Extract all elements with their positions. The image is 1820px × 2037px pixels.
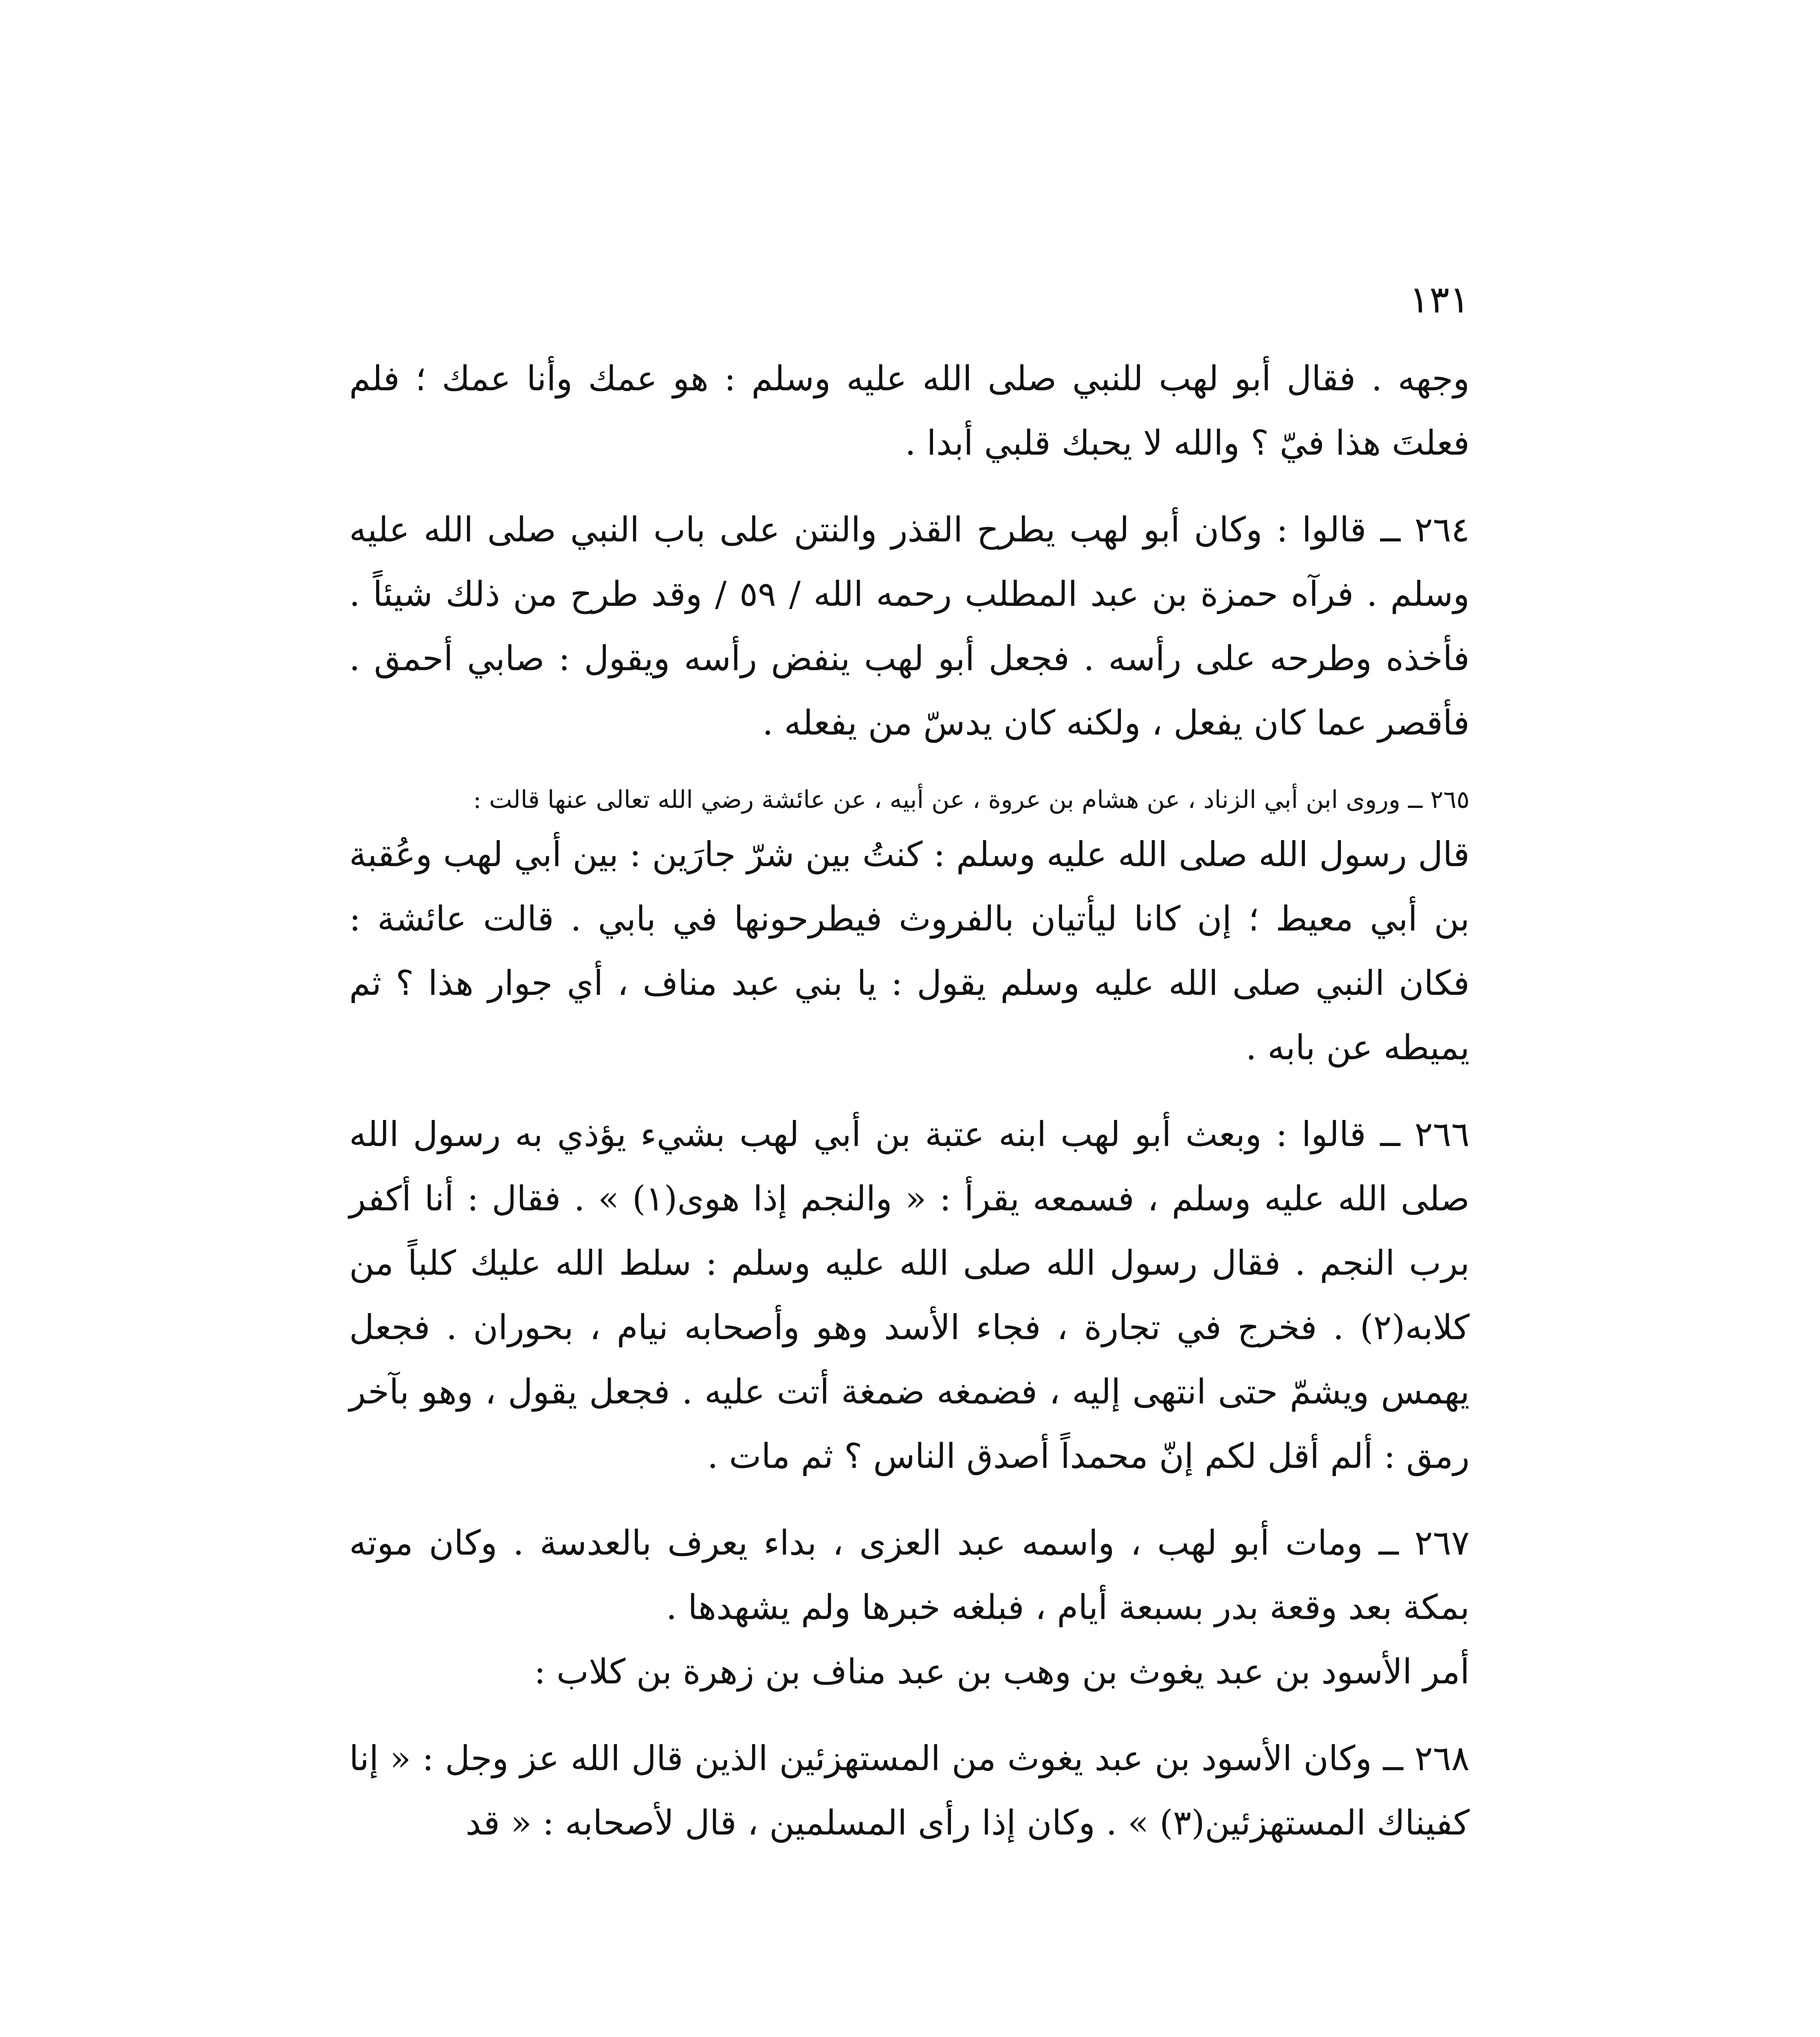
paragraph-266: ٢٦٦ ــ قالوا : وبعث أبو لهب ابنه عتبة بن أبي لهب بشيء يؤذي به رسول الله صلى الله عليه وسلم ، فسمعه يقرأ : « والنجم إذا هوى(١) » . فقال : أنا أكفر برب النجم . فقال رسول الله صلى الله عليه وسلم : سلط الله عليك كلباً من كلابه(٢) . فخرج في تجارة ، فجاء الأسد وهو وأصحابه نيام ، بحوران . فجعل يهمس ويشمّ حتى انتهى إليه ، فضمغه ضمغة أتت عليه . فجعل يقول ، وهو بآخر رمق : ألم أقل لكم إنّ محمداً أصدق الناس ؟ ثم مات . — [349, 1114, 1470, 1476]
paragraph-continuation: وجهه . فقال أبو لهب للنبي صلى الله عليه وسلم : هو عمك وأنا عمك ؛ فلم فعلتَ هذا فيّ ؟ والله لا يحبك قلبي أبدا . — [349, 359, 1470, 463]
page-number: ١٣١ — [1409, 278, 1470, 321]
paragraph-265-text: قال رسول الله صلى الله عليه وسلم : كنتُ بين شرّ جارَين : بين أبي لهب وعُقبة بن أبي معيط ؛ إن كانا ليأتيان بالفروث فيطرحونها في بابي . قالت عائشة : فكان النبي صلى الله عليه وسلم يقول : يا بني عبد مناف ، أي جوار هذا ؟ ثم يميطه عن بابه . — [349, 834, 1470, 1067]
paragraph-265-isnad: ٢٦٥ ــ وروى ابن أبي الزناد ، عن هشام بن عروة ، عن أبيه ، عن عائشة رضي الله تعالى عنها قالت : — [473, 785, 1470, 814]
paragraph-267: ٢٦٧ ــ ومات أبو لهب ، واسمه عبد العزى ، بداء يعرف بالعدسة . وكان موته بمكة بعد وقعة بدر بسبعة أيام ، فبلغه خبرها ولم يشهدها . — [349, 1523, 1470, 1627]
paragraph-264: ٢٦٤ ــ قالوا : وكان أبو لهب يطرح القذر والنتن على باب النبي صلى الله عليه وسلم . فرآه حمزة بن عبد المطلب رحمه الله / ٥٩ / وقد طرح من ذلك شيئاً . فأخذه وطرحه على رأسه . فجعل أبو لهب ينفض رأسه ويقول : صابي أحمق . فأقصر عما كان يفعل ، ولكنه كان يدسّ من يفعله . — [349, 510, 1470, 743]
paragraph-268: ٢٦٨ ــ وكان الأسود بن عبد يغوث من المستهزئين الذين قال الله عز وجل : « إنا كفيناك المستهزئين(٣) » . وكان إذا رأى المسلمين ، قال لأصحابه : « قد — [349, 1738, 1470, 1843]
main-text — [349, 346, 1470, 1877]
section-heading-aswad: أمر الأسود بن عبد يغوث بن وهب بن عبد مناف بن زهرة بن كلاب : — [534, 1652, 1470, 1692]
